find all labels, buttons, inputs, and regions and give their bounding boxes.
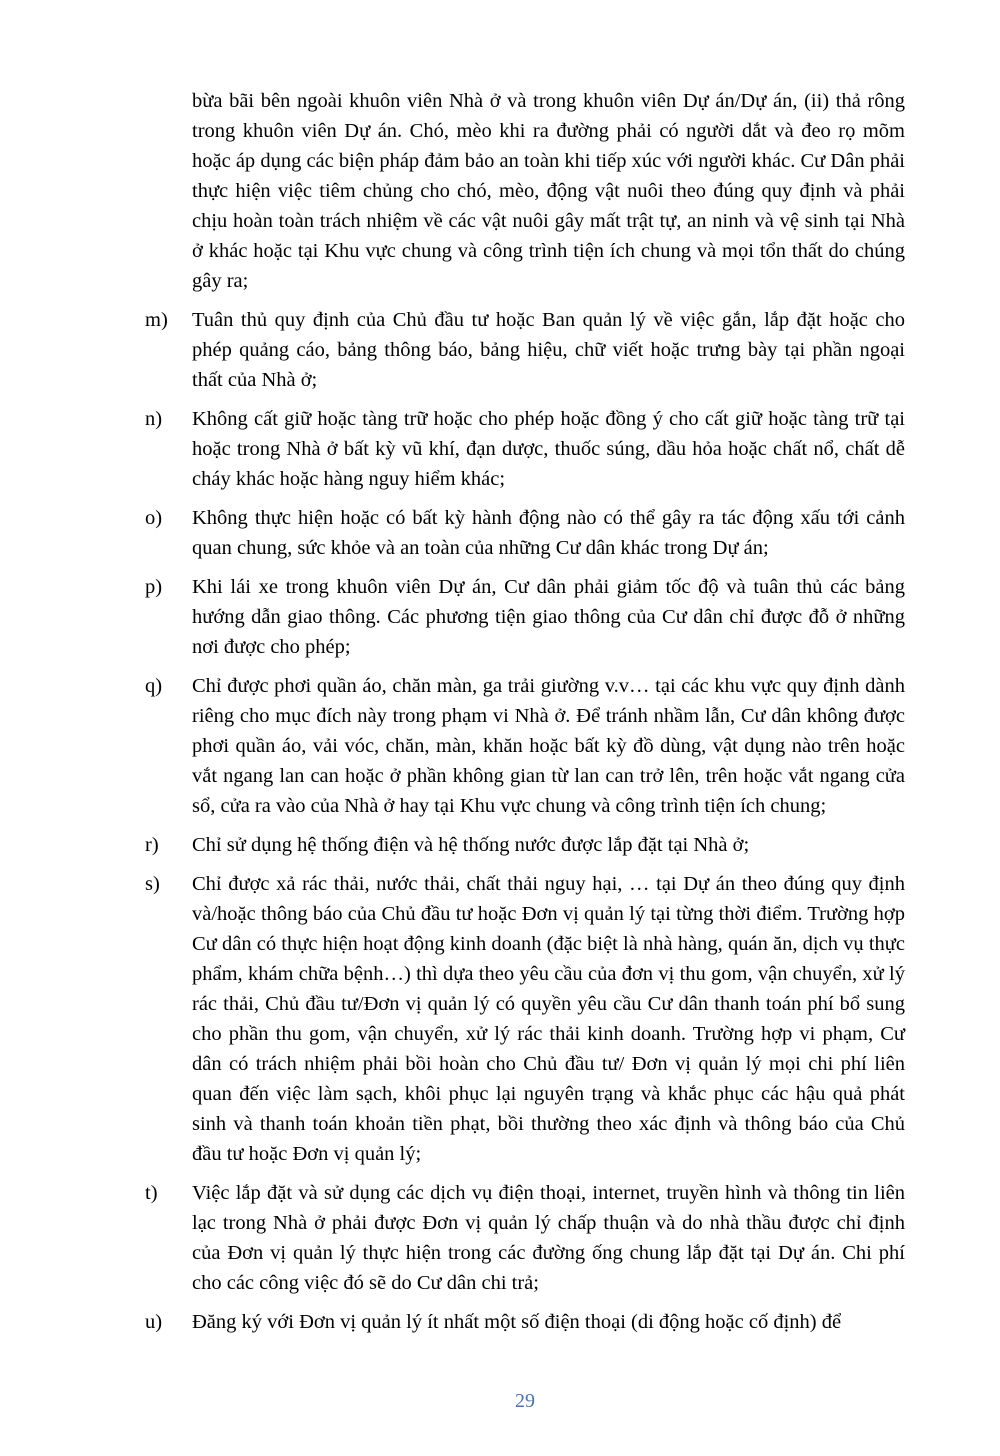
list-item-label: t) [145, 1182, 158, 1204]
list-item-text: Chỉ được phơi quần áo, chăn màn, ga trải giường v.v… tại các khu vực quy định dành riêng cho mục đích này trong phạm vi Nhà ở. Để tránh nhầm lẫn, Cư dân không được phơi quần áo, vải vóc, chăn, màn, khăn hoặc bất kỳ đồ dùng, vật dụng nào trên hoặc vắt ngang lan can hoặc ở phần không gian từ lan can trở lên, trên hoặc vắt ngang cửa sổ, cửa ra vào của Nhà ở hay tại Khu vực chung và công trình tiện ích chung; [192, 675, 905, 817]
list-item-text: Đăng ký với Đơn vị quản lý ít nhất một số điện thoại (di động hoặc cố định) để [192, 1311, 842, 1333]
paragraph-continuation: bừa bãi bên ngoài khuôn viên Nhà ở và trong khuôn viên Dự án/Dự án, (ii) thả rông trong khuôn viên Dự án. Chó, mèo khi ra đường phải có người dắt và đeo rọ mõm hoặc áp dụng các biện pháp đảm bảo an toàn khi tiếp xúc với người khác. Cư Dân phải thực hiện việc tiêm chủng cho chó, mèo, động vật nuôi theo đúng quy định và phải chịu hoàn toàn trách nhiệm về các vật nuôi gây mất trật tự, an ninh và vệ sinh tại Nhà ở khác hoặc tại Khu vực chung và công trình tiện ích chung và mọi tổn thất do chúng gây ra; [192, 90, 905, 292]
list-item-m [145, 305, 905, 395]
list-item-label: p) [145, 576, 163, 598]
list-item-label: r) [145, 834, 159, 856]
list-item-t [145, 1178, 905, 1298]
page-number: 29 [515, 1390, 535, 1412]
list-item-s [145, 869, 905, 1169]
list-item-q [145, 671, 905, 821]
list-item-text: Khi lái xe trong khuôn viên Dự án, Cư dân phải giảm tốc độ và tuân thủ các bảng hướng dẫn giao thông. Các phương tiện giao thông của Cư dân chỉ được đỗ ở những nơi được cho phép; [192, 576, 905, 658]
document-body [145, 86, 905, 1346]
page-footer [145, 1388, 905, 1414]
list-item-text: Chỉ được xả rác thải, nước thải, chất thải nguy hại, … tại Dự án theo đúng quy định và/hoặc thông báo của Chủ đầu tư hoặc Đơn vị quản lý tại từng thời điểm. Trường hợp Cư dân có thực hiện hoạt động kinh doanh (đặc biệt là nhà hàng, quán ăn, dịch vụ thực phẩm, khám chữa bệnh…) thì dựa theo yêu cầu của đơn vị thu gom, vận chuyển, xử lý rác thải, Chủ đầu tư/Đơn vị quản lý có quyền yêu cầu Cư dân thanh toán phí bổ sung cho phần thu gom, vận chuyển, xử lý rác thải kinh doanh. Trường hợp vi phạm, Cư dân có trách nhiệm phải bồi hoàn cho Chủ đầu tư/ Đơn vị quản lý mọi chi phí liên quan đến việc làm sạch, khôi phục lại nguyên trạng và khắc phục các hậu quả phát sinh và thanh toán khoản tiền phạt, bồi thường theo xác định và thông báo của Chủ đầu tư hoặc Đơn vị quản lý; [192, 873, 905, 1165]
list-item-label: u) [145, 1311, 163, 1333]
list-item-label: m) [145, 309, 168, 331]
list-item-o [145, 503, 905, 563]
list-item-label: n) [145, 408, 163, 430]
list-item-label: s) [145, 873, 160, 895]
list-item-p [145, 572, 905, 662]
list-item-r [145, 830, 905, 860]
list-item-label: o) [145, 507, 163, 529]
list-item-label: q) [145, 675, 163, 697]
list-item-text: Không cất giữ hoặc tàng trữ hoặc cho phép hoặc đồng ý cho cất giữ hoặc tàng trữ tại hoặc trong Nhà ở bất kỳ vũ khí, đạn dược, thuốc súng, dầu hỏa hoặc chất nổ, chất dễ cháy khác hoặc hàng nguy hiểm khác; [192, 408, 905, 490]
list-item-text: Việc lắp đặt và sử dụng các dịch vụ điện thoại, internet, truyền hình và thông tin liên lạc trong Nhà ở phải được Đơn vị quản lý chấp thuận và do nhà thầu được chỉ định của Đơn vị quản lý thực hiện trong các đường ống chung lắp đặt tại Dự án. Chi phí cho các công việc đó sẽ do Cư dân chi trả; [192, 1182, 905, 1294]
list-item-text: Chỉ sử dụng hệ thống điện và hệ thống nước được lắp đặt tại Nhà ở; [192, 834, 750, 856]
list-item-text: Tuân thủ quy định của Chủ đầu tư hoặc Ban quản lý về việc gắn, lắp đặt hoặc cho phép quảng cáo, bảng thông báo, bảng hiệu, chữ viết hoặc trưng bày tại phần ngoại thất của Nhà ở; [192, 309, 905, 391]
list-item-u [145, 1307, 905, 1337]
list-item-text: Không thực hiện hoặc có bất kỳ hành động nào có thể gây ra tác động xấu tới cảnh quan chung, sức khỏe và an toàn của những Cư dân khác trong Dự án; [192, 507, 905, 559]
list-item-n [145, 404, 905, 494]
